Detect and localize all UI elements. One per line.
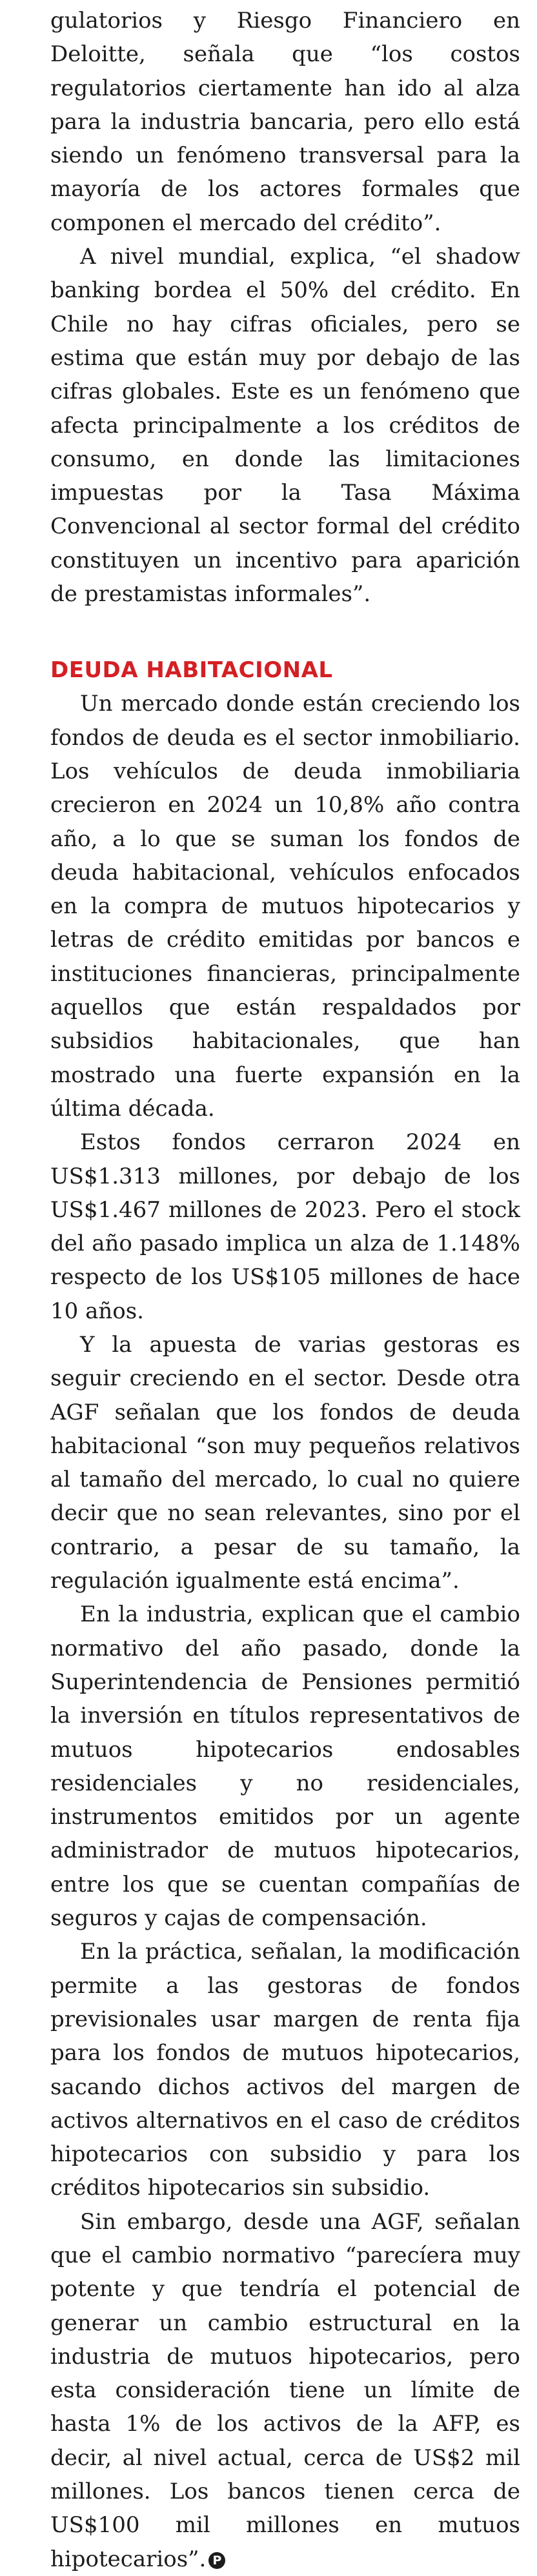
paragraph-section-4: En la industria, explican que el cambio normativo del año pasado, donde la Superintendencia de Pensiones permitió la inversión en títulos representativos de mutuos hipotecarios endosables residenciales y no residenciales, instrumentos emitidos por un agente administrador de mutuos hipotecarios, entre los que se cuentan compañías de seguros y cajas de compensación.	[50, 1601, 520, 1932]
paragraph-section-5: En la práctica, señalan, la modificación permite a las gestoras de fondos previsionales usar margen de renta fija para los fondos de mutuos hipotecarios, sacando dichos activos del margen de activos alternativos en el caso de créditos hipotecarios con subsidio y para los créditos hipotecarios sin subsidio.	[50, 1939, 520, 2201]
paragraph-intro-2: A nivel mundial, explica, “el shadow banking bordea el 50% del crédito. En Chile no hay cifras oficiales, pero se estima que están muy por debajo de las cifras globales. Este es un fenómeno que afecta principalmente a los créditos de consumo, en donde las limitaciones impuestas por la Tasa Máxima Convencional al sector formal del crédito constituyen un incentivo para aparición de prestamistas informales”.	[50, 244, 520, 608]
paragraph-section-6-text: Sin embargo, desde una AGF, señalan que el cambio normativo “parecíera muy potente y que tendría el potencial de generar un cambio estructural en la industria de mutuos hipotecarios, pero esta consideración tiene un límite de hasta 1% de los activos de la AFP, es decir, al nivel actual, cerca de US$2 mil millones. Los bancos tienen cerca de US$100 mil millones en mutuos hipotecarios”.	[50, 2208, 520, 2572]
paragraph-intro-1: gulatorios y Riesgo Financiero en Deloitte, señala que “los costos regulatorios ciertamente han ido al alza para la industria bancaria, pero ello está siendo un fenómeno transversal para la mayoría de los actores formales que componen el mercado del crédito”.	[50, 8, 520, 236]
paragraph-section-1: Un mercado donde están creciendo los fondos de deuda es el sector inmobiliario. Los vehículos de deuda inmobiliaria crecieron en 2024 un 10,8% año contra año, a lo que se suman los fondos de deuda habitacional, vehículos enfocados en la compra de mutuos hipotecarios y letras de crédito emitidas por bancos e instituciones financieras, principalmente aquellos que están respaldados por subsidios habitacionales, que han mostrado una fuerte expansión en la última década.	[50, 691, 520, 1122]
article-body	[50, 4, 520, 2576]
paragraph-section-2: Estos fondos cerraron 2024 en US$1.313 millones, por debajo de los US$1.467 millones de 2023. Pero el stock del año pasado implica un alza de 1.148% respecto de los US$105 millones de hace 10 años.	[50, 1129, 520, 1324]
end-of-article-icon: P	[208, 2552, 225, 2569]
section-heading: DEUDA HABITACIONAL	[50, 657, 333, 684]
paragraph-section-6	[50, 2205, 520, 2576]
paragraph-section-3: Y la apuesta de varias gestoras es seguir creciendo en el sector. Desde otra AGF señalan que los fondos de deuda habitacional “son muy pequeños relativos al tamaño del mercado, lo cual no quiere decir que no sean relevantes, sino por el contrario, a pesar de su tamaño, la regulación igualmente está encima”.	[50, 1331, 520, 1594]
